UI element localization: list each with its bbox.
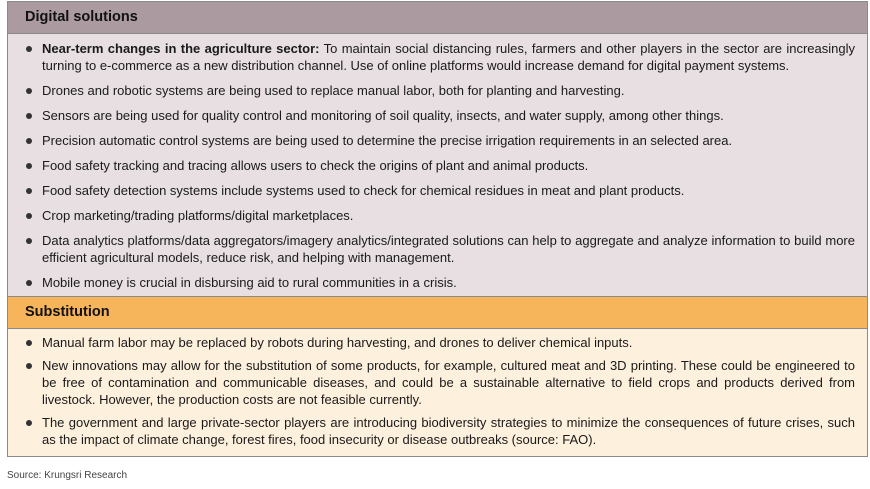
list-item [24,182,855,199]
digital-solutions-heading: Digital solutions [8,2,867,34]
item-text: To maintain social distancing rules, farmers and other players in the sector are increasingly turning to e-commerce as a new distribution channel. Use of online platforms would increase demand for digital payment systems. [42,41,855,73]
list-item [24,414,855,448]
digital-solutions-body [8,34,867,296]
item-text: Manual farm labor may be replaced by robots during harvesting, and drones to deliver chemical inputs. [42,335,633,350]
bullet-icon [26,113,32,119]
bullet-icon [26,280,32,286]
list-item [24,157,855,174]
item-lead: Near-term changes in the agriculture sector: [42,41,320,56]
substitution-body [8,329,867,456]
substitution-heading: Substitution [8,297,867,329]
substitution-list [24,334,855,448]
bullet-icon [26,363,32,369]
list-item [24,232,855,266]
item-text: Mobile money is crucial in disbursing aid to rural communities in a crisis. [42,275,457,290]
bullet-icon [26,420,32,426]
item-text: New innovations may allow for the substitution of some products, for example, cultured meat and 3D printing. These could be engineered to be free of contamination and communicable diseases, and could be a sustainable alternative to field crops and products derived from livestock. However, the production costs are not feasible currently. [42,358,855,407]
item-text: Precision automatic control systems are being used to determine the precise irrigation requirements in an selected area. [42,133,733,148]
item-text: The government and large private-sector players are introducing biodiversity strategies to minimize the consequences of future crises, such as the impact of climate change, forest fires, food insecurity or disease outbreaks (source: FAO). [42,415,855,447]
item-text: Food safety tracking and tracing allows users to check the origins of plant and animal products. [42,158,589,173]
bullet-icon [26,46,32,52]
source-note: Source: Krungsri Research [7,470,128,481]
bullet-icon [26,238,32,244]
item-text: Drones and robotic systems are being used to replace manual labor, both for planting and harvesting. [42,83,625,98]
list-item [24,274,855,291]
digital-solutions-list [24,40,855,291]
list-item [24,132,855,149]
item-text: Food safety detection systems include systems used to check for chemical residues in meat and plant products. [42,183,685,198]
item-text: Data analytics platforms/data aggregators/imagery analytics/integrated solutions can help to aggregate and analyze information to build more efficient agricultural models, reduce risk, and helping with management. [42,233,855,265]
bullet-icon [26,88,32,94]
bullet-icon [26,340,32,346]
item-text: Sensors are being used for quality control and monitoring of soil quality, insects, and water supply, among other things. [42,108,724,123]
list-item [24,334,855,351]
bullet-icon [26,213,32,219]
list-item [24,82,855,99]
bullet-icon [26,163,32,169]
list-item [24,357,855,408]
list-item [24,207,855,224]
list-item [24,107,855,124]
substitution-panel [7,296,868,457]
bullet-icon [26,188,32,194]
list-item [24,40,855,74]
bullet-icon [26,138,32,144]
digital-solutions-panel [7,1,868,296]
item-text: Crop marketing/trading platforms/digital marketplaces. [42,208,354,223]
